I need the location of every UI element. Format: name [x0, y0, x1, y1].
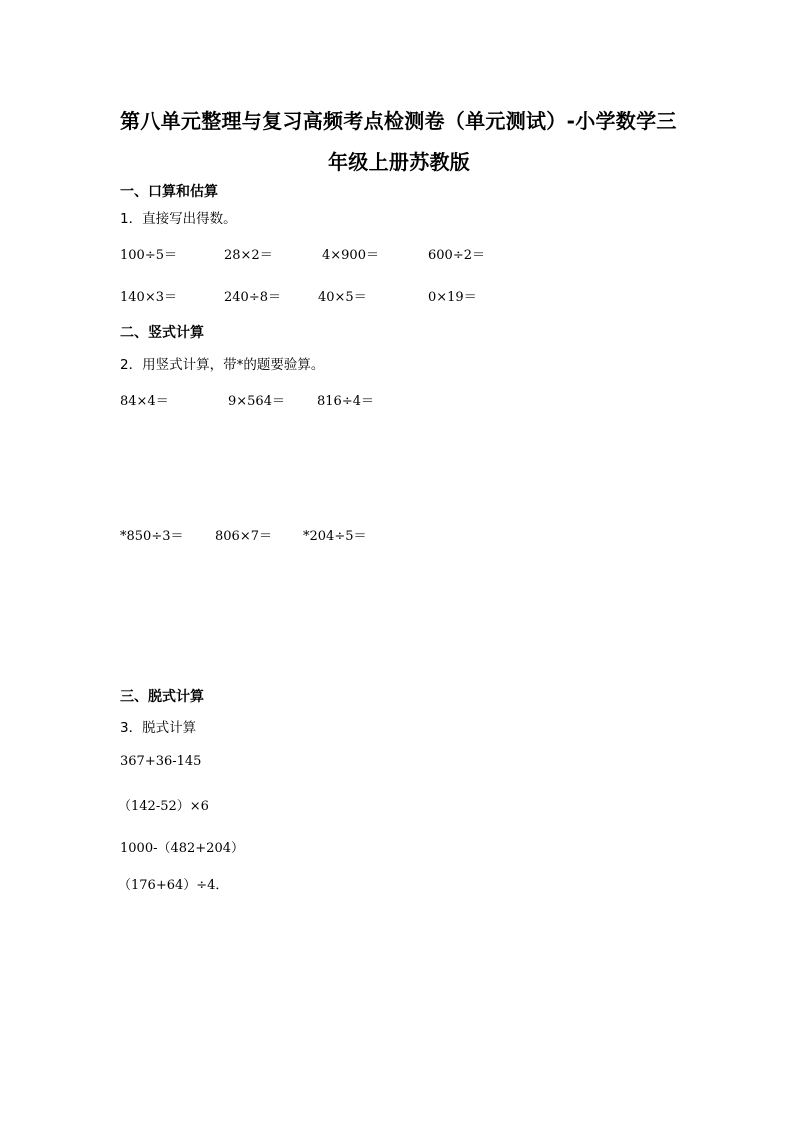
page-title-line-2: 年级上册苏教版: [328, 150, 471, 174]
oral-item: 40×5＝: [318, 290, 367, 305]
vertical-item: 816÷4＝: [317, 394, 374, 409]
oral-item: 600÷2＝: [428, 248, 485, 263]
section-heading-step-calculation: 三、脱式计算: [120, 689, 204, 705]
vertical-item: 9×564＝: [228, 394, 285, 409]
vertical-item: *850÷3＝: [120, 529, 184, 544]
vertical-item: 806×7＝: [215, 529, 272, 544]
vertical-item: *204÷5＝: [303, 529, 367, 544]
question-1-prompt: 1．直接写出得数。: [120, 211, 237, 227]
oral-item: 0×19＝: [428, 290, 477, 305]
vertical-item: 84×4＝: [120, 394, 169, 409]
oral-item: 240÷8＝: [224, 290, 281, 305]
oral-item: 100÷5＝: [120, 248, 177, 263]
oral-item: 140×3＝: [120, 290, 177, 305]
page-title-line-1: 第八单元整理与复习高频考点检测卷（单元测试）-小学数学三: [120, 109, 677, 133]
oral-item: 28×2＝: [224, 248, 273, 263]
oral-item: 4×900＝: [322, 248, 379, 263]
step-item: （142-52）×6: [118, 799, 209, 814]
question-3-prompt: 3．脱式计算: [120, 720, 197, 736]
step-item: 1000-（482+204）: [120, 841, 244, 856]
step-item: （176+64）÷4．: [118, 878, 229, 893]
section-heading-oral-calculation: 一、口算和估算: [120, 184, 218, 200]
section-heading-vertical-calculation: 二、竖式计算: [120, 325, 204, 341]
step-item: 367+36-145: [120, 754, 202, 769]
question-2-prompt: 2．用竖式计算，带*的题要验算。: [120, 357, 325, 373]
